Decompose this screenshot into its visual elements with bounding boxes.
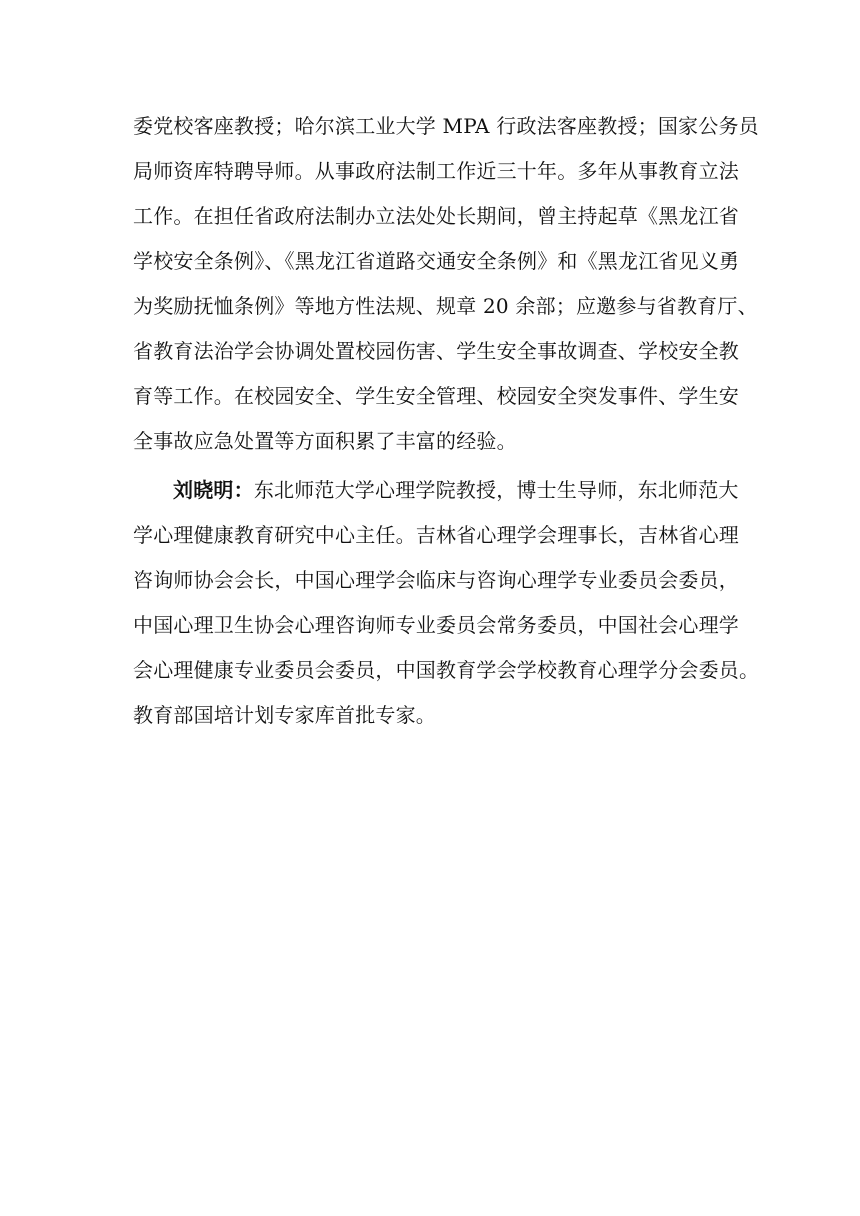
paragraph-1-line-1: 委党校客座教授；哈尔滨工业大学 MPA 行政法客座教授；国家公务员 <box>133 114 759 138</box>
paragraph-2-line-5: 会心理健康专业委员会委员，中国教育学会学校教育心理学分会委员。 <box>133 658 760 682</box>
paragraph-2-line-6: 教育部国培计划专家库首批专家。 <box>133 703 436 727</box>
paragraph-1-line-2: 局师资库特聘导师。从事政府法制工作近三十年。多年从事教育立法 <box>133 159 739 183</box>
paragraph-1-line-4: 学校安全条例》、《黑龙江省道路交通安全条例》和《黑龙江省见义勇 <box>133 249 740 273</box>
paragraph-2-line-3: 咨询师协会会长，中国心理学会临床与咨询心理学专业委员会委员， <box>133 568 739 592</box>
paragraph-1-line-6: 省教育法治学会协调处置校园伤害、学生安全事故调查、学校安全教 <box>133 339 739 363</box>
paragraph-2-line-1-text: 东北师范大学心理学院教授，博士生导师，东北师范大 <box>253 478 739 502</box>
paragraph-1-line-8: 全事故应急处置等方面积累了丰富的经验。 <box>133 429 517 453</box>
paragraph-2-line-2: 学心理健康教育研究中心主任。吉林省心理学会理事长，吉林省心理 <box>133 523 739 547</box>
paragraph-1-line-7: 育等工作。在校园安全、学生安全管理、校园安全突发事件、学生安 <box>133 384 739 408</box>
person-name: 刘晓明： <box>173 478 254 502</box>
paragraph-1-line-3: 工作。在担任省政府法制办立法处处长期间，曾主持起草《黑龙江省 <box>133 204 739 228</box>
paragraph-1-line-5: 为奖励抚恤条例》等地方性法规、规章 20 余部；应邀参与省教育厅、 <box>133 294 758 318</box>
paragraph-2-line-4: 中国心理卫生协会心理咨询师专业委员会常务委员，中国社会心理学 <box>133 613 739 637</box>
paragraph-2-first-line <box>173 476 739 504</box>
